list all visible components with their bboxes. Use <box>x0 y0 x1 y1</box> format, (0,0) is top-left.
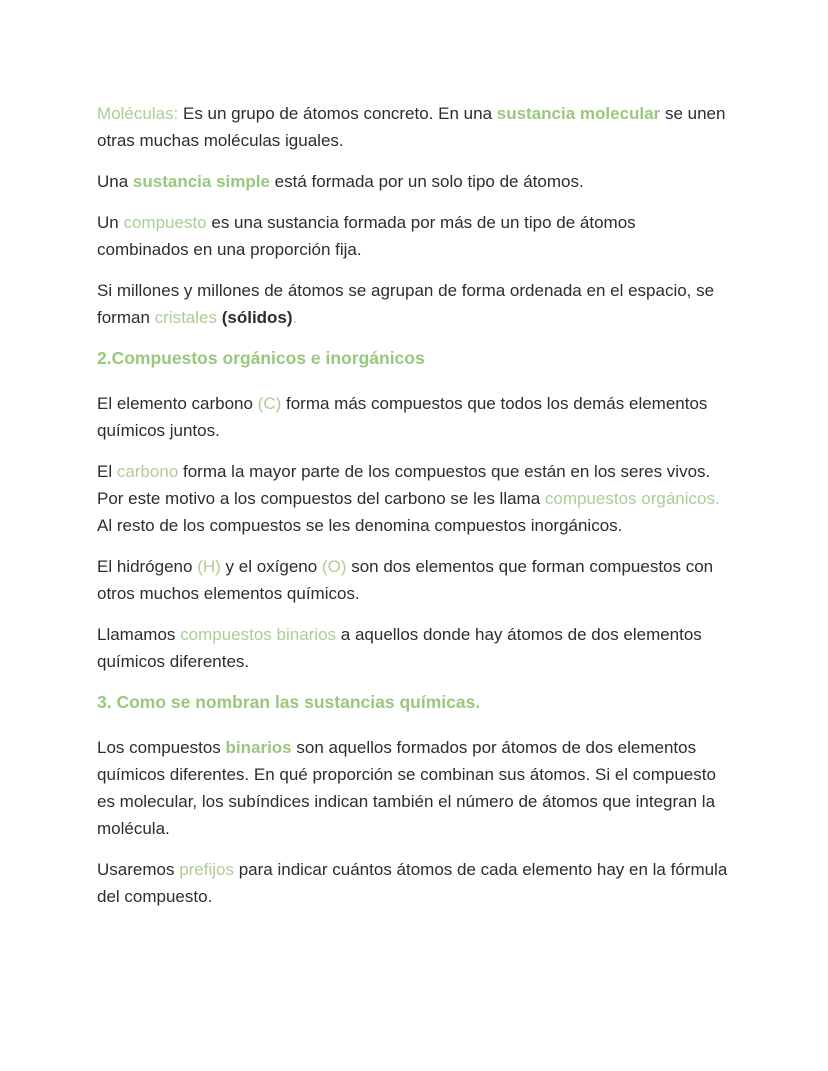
document-content <box>97 100 731 910</box>
text-segment: (C) <box>257 394 282 413</box>
paragraph <box>97 100 731 154</box>
paragraph <box>97 277 731 331</box>
text-segment: compuestos orgánicos. <box>544 489 720 508</box>
text-segment: se unen otras muchas moléculas iguales. <box>97 104 726 150</box>
section-heading <box>97 689 731 716</box>
text-segment: son aquellos formados por átomos de dos elementos químicos diferentes. En qué proporción se combinan sus átomos. Si el compuesto es molecular, los subíndices indican también el número de átomos que integran la molécula. <box>97 738 716 838</box>
paragraph <box>97 734 731 842</box>
text-segment: prefijos <box>179 860 234 879</box>
text-segment: sustancia simple <box>132 172 270 191</box>
text-segment: son dos elementos que forman compuestos con otros muchos elementos químicos. <box>97 557 714 603</box>
text-segment: El hidrógeno <box>97 557 198 576</box>
text-segment: El <box>97 462 117 481</box>
text-segment: compuestos binarios <box>180 625 337 644</box>
text-segment: forma más compuestos que todos los demás elementos químicos juntos. <box>97 394 708 440</box>
text-segment: El elemento carbono <box>97 394 258 413</box>
text-segment: Al resto de los compuestos se les denomina compuestos inorgánicos. <box>97 516 623 535</box>
text-segment: Una <box>97 172 133 191</box>
section-heading <box>97 345 731 372</box>
paragraph <box>97 390 731 444</box>
text-segment: Moléculas: <box>97 104 179 123</box>
text-segment: (sólidos) <box>221 308 293 327</box>
text-segment: . <box>292 308 298 327</box>
text-segment: Si millones y millones de átomos se agrupan de forma ordenada en el espacio, se forman <box>97 281 715 327</box>
text-segment: binarios <box>225 738 292 757</box>
text-segment: sustancia molecular <box>496 104 661 123</box>
text-segment: carbono <box>116 462 179 481</box>
text-segment: compuesto <box>123 213 207 232</box>
paragraph <box>97 458 731 539</box>
text-segment: para indicar cuántos átomos de cada elemento hay en la fórmula del compuesto. <box>97 860 728 906</box>
text-segment: (O) <box>321 557 347 576</box>
text-segment: Es un grupo de átomos concreto. En una <box>178 104 497 123</box>
text-segment: forma la mayor parte de los compuestos que están en los seres vivos. Por este motivo a los compuestos del carbono se les llama <box>97 462 711 508</box>
text-segment: Un <box>97 213 124 232</box>
text-segment: a aquellos donde hay átomos de dos elementos químicos diferentes. <box>97 625 702 671</box>
text-segment: y el oxígeno <box>220 557 322 576</box>
paragraph <box>97 168 731 195</box>
paragraph <box>97 209 731 263</box>
text-segment: está formada por un solo tipo de átomos. <box>269 172 584 191</box>
text-segment: Usaremos <box>97 860 180 879</box>
text-segment: Los compuestos <box>97 738 226 757</box>
text-segment: (H) <box>197 557 221 576</box>
text-segment: es una sustancia formada por más de un tipo de átomos combinados en una proporción fija. <box>97 213 636 259</box>
text-segment: cristales <box>154 308 222 327</box>
text-segment: 2.Compuestos orgánicos e inorgánicos <box>97 348 425 368</box>
text-segment: Llamamos <box>97 625 181 644</box>
paragraph <box>97 553 731 607</box>
text-segment: 3. Como se nombran las sustancias químicas. <box>97 692 481 712</box>
paragraph <box>97 856 731 910</box>
paragraph <box>97 621 731 675</box>
